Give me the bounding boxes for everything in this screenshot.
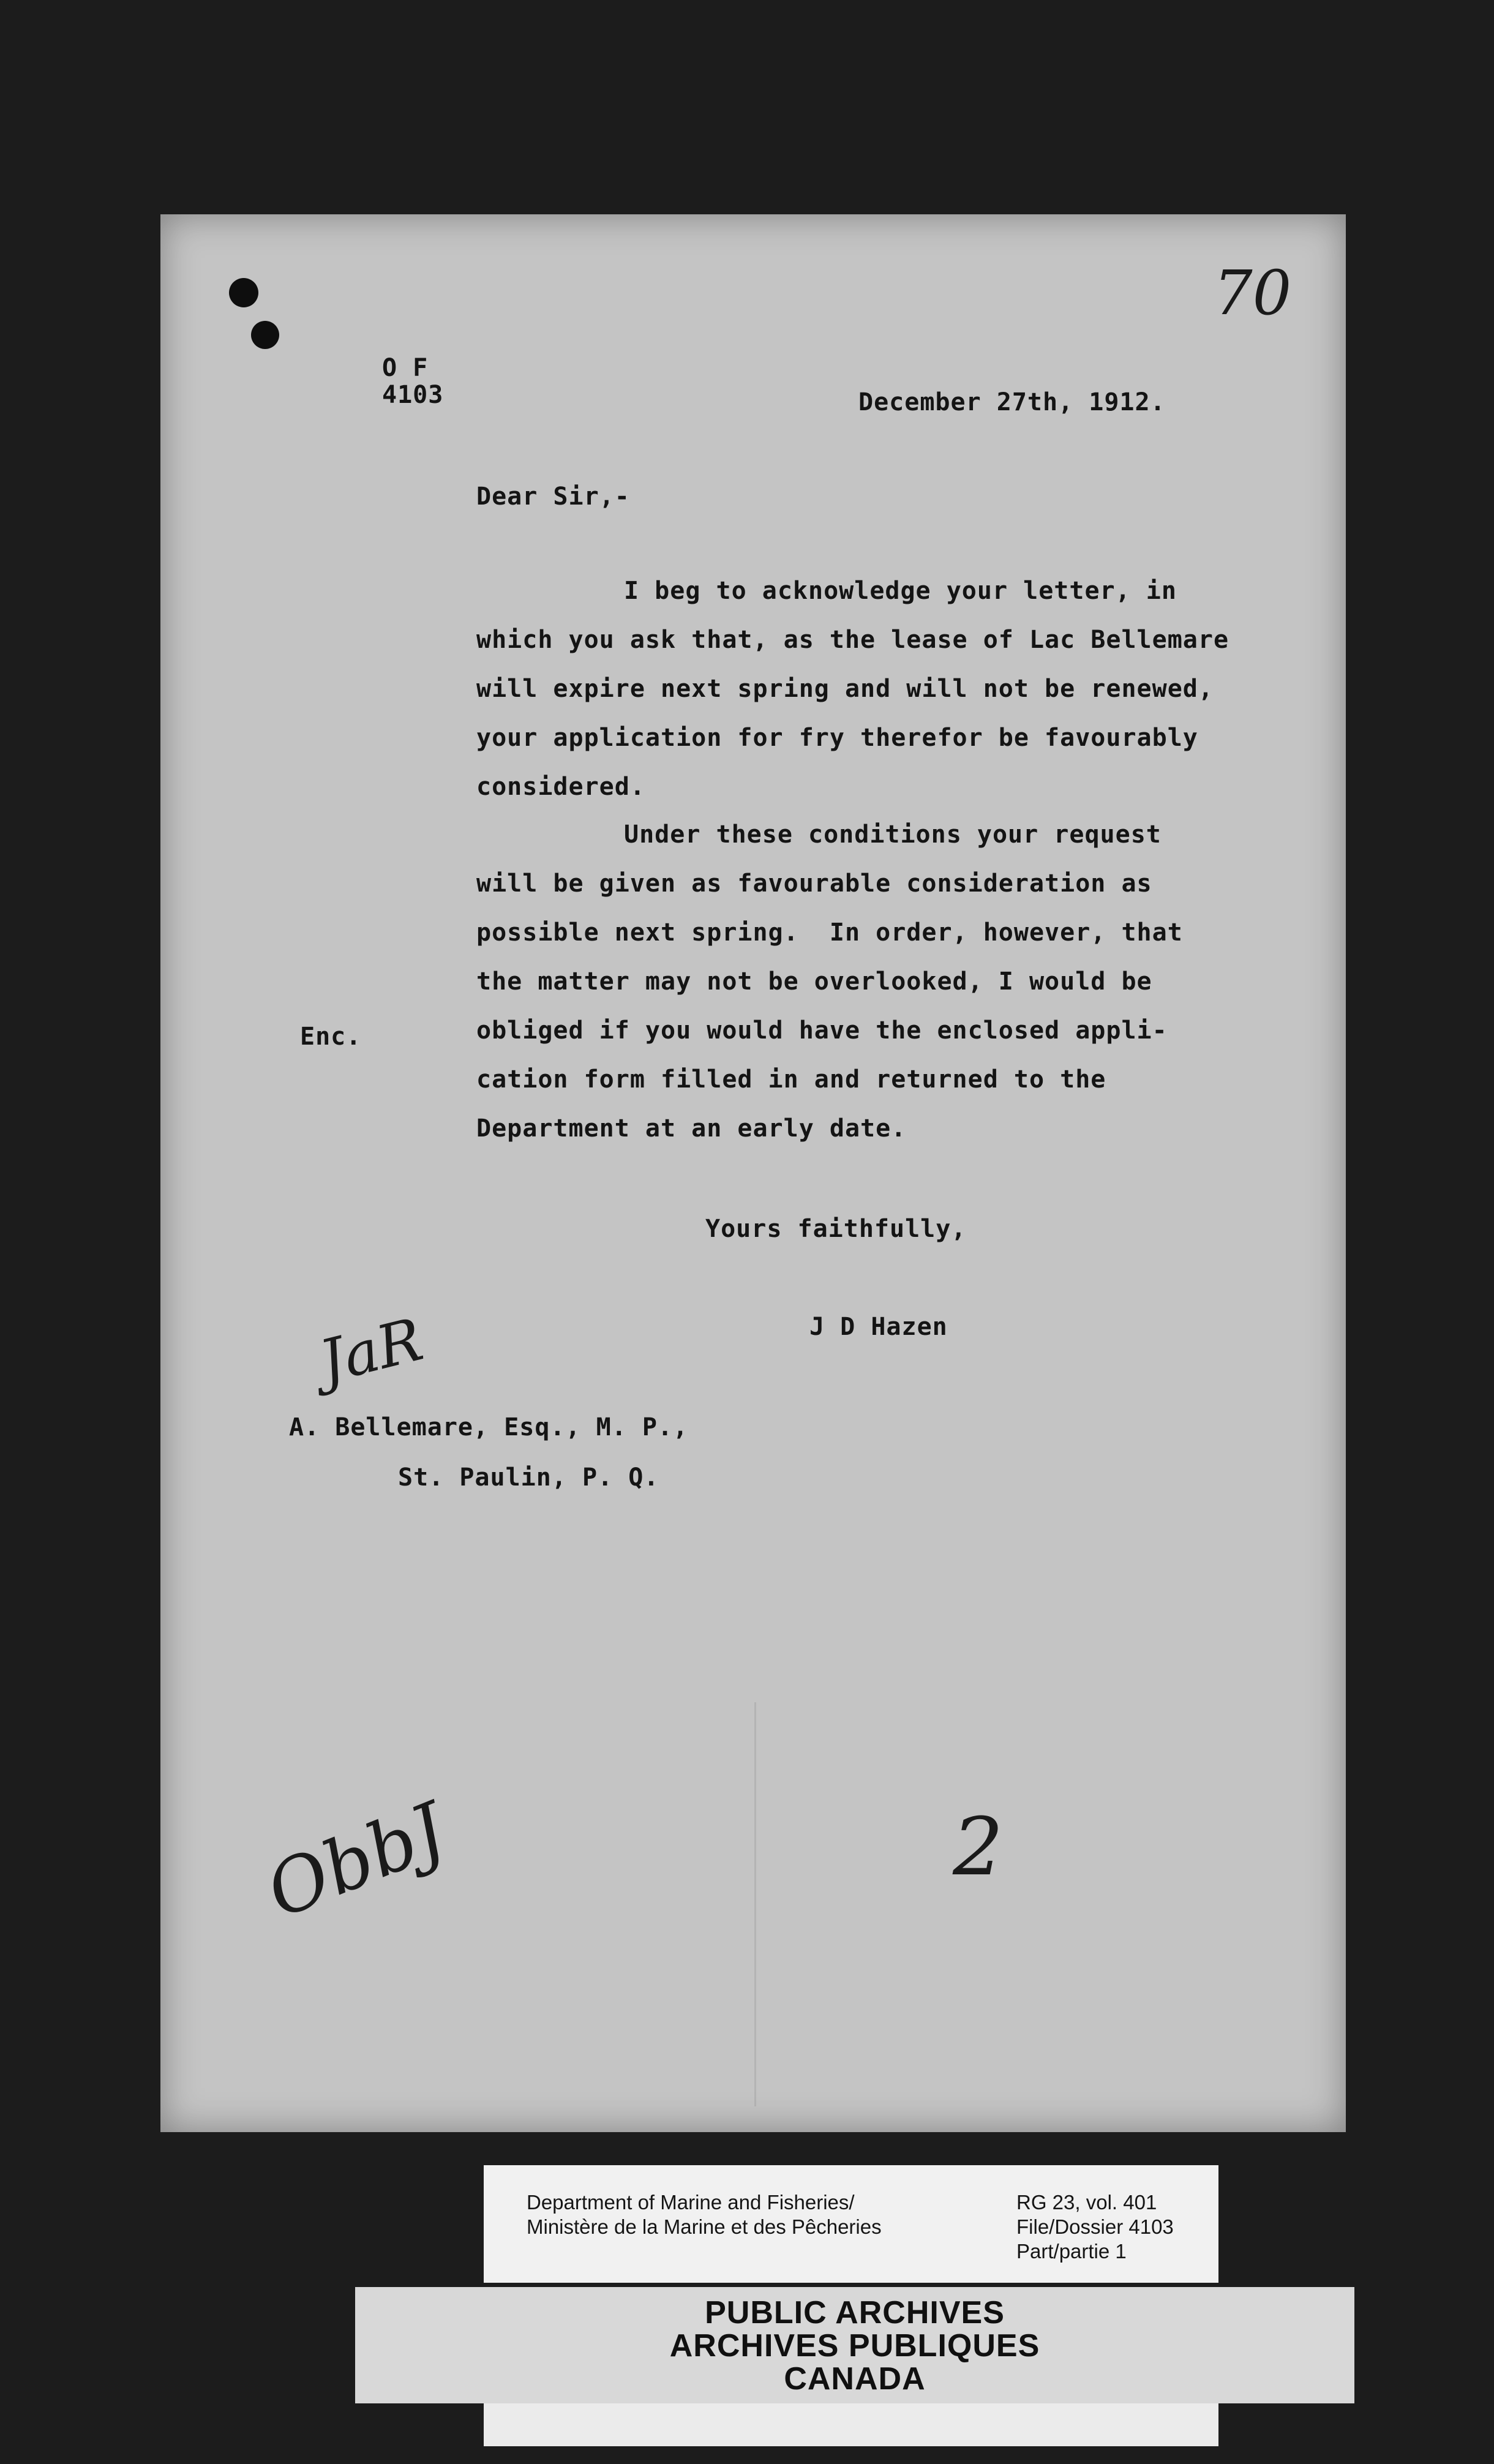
banner-line-english: PUBLIC ARCHIVES	[705, 2295, 1005, 2331]
page-fold-line	[754, 1702, 756, 2106]
body-line: which you ask that, as the lease of Lac Bellemare	[476, 626, 1229, 654]
body-line: cation form filled in and returned to the	[476, 1065, 1106, 1094]
record-group: RG 23, vol. 401	[1016, 2191, 1157, 2214]
body-line: obliged if you would have the enclosed appli-	[476, 1016, 1168, 1045]
body-line: will expire next spring and will not be renewed,	[476, 675, 1214, 703]
body-line: considered.	[476, 773, 645, 801]
addressee-location: St. Paulin, P. Q.	[398, 1463, 659, 1492]
body-line: possible next spring. In order, however, that	[476, 918, 1183, 947]
handwritten-number: 2	[953, 1800, 1004, 1893]
closing: Yours faithfully,	[705, 1215, 967, 1243]
banner-line-french: ARCHIVES PUBLIQUES	[669, 2328, 1040, 2364]
label-bottom-strip	[484, 2403, 1218, 2446]
part-number: Part/partie 1	[1016, 2240, 1127, 2263]
file-reference-code: O F	[382, 354, 429, 382]
body-line: Under these conditions your request	[624, 821, 1162, 849]
body-line: will be given as favourable consideration as	[476, 870, 1152, 898]
body-line: I beg to acknowledge your letter, in	[624, 577, 1177, 605]
public-archives-banner	[355, 2287, 1354, 2403]
signature: J D Hazen	[809, 1313, 948, 1341]
page-number: 70	[1214, 257, 1292, 329]
enclosure-note: Enc.	[300, 1023, 362, 1051]
body-line: the matter may not be overlooked, I would be	[476, 967, 1152, 996]
letter-date: December 27th, 1912.	[858, 388, 1166, 416]
handwritten-initials: JaR	[312, 1305, 430, 1397]
department-french: Ministère de la Marine et des Pêcheries	[527, 2215, 882, 2238]
letter-page	[160, 214, 1346, 2132]
banner-line-country: CANADA	[784, 2361, 926, 2397]
archive-reference-label	[484, 2165, 1218, 2283]
file-reference-number: 4103	[382, 381, 444, 409]
body-line: Department at an early date.	[476, 1114, 907, 1143]
addressee-name: A. Bellemare, Esq., M. P.,	[289, 1413, 689, 1441]
department-english: Department of Marine and Fisheries/	[527, 2191, 855, 2214]
file-number: File/Dossier 4103	[1016, 2215, 1174, 2238]
handwritten-mark: ObbJ	[255, 1787, 458, 1936]
salutation: Dear Sir,-	[476, 483, 630, 511]
punch-hole-bottom	[251, 321, 279, 349]
body-line: your application for fry therefor be favourably	[476, 724, 1198, 752]
punch-hole-top	[229, 278, 258, 307]
